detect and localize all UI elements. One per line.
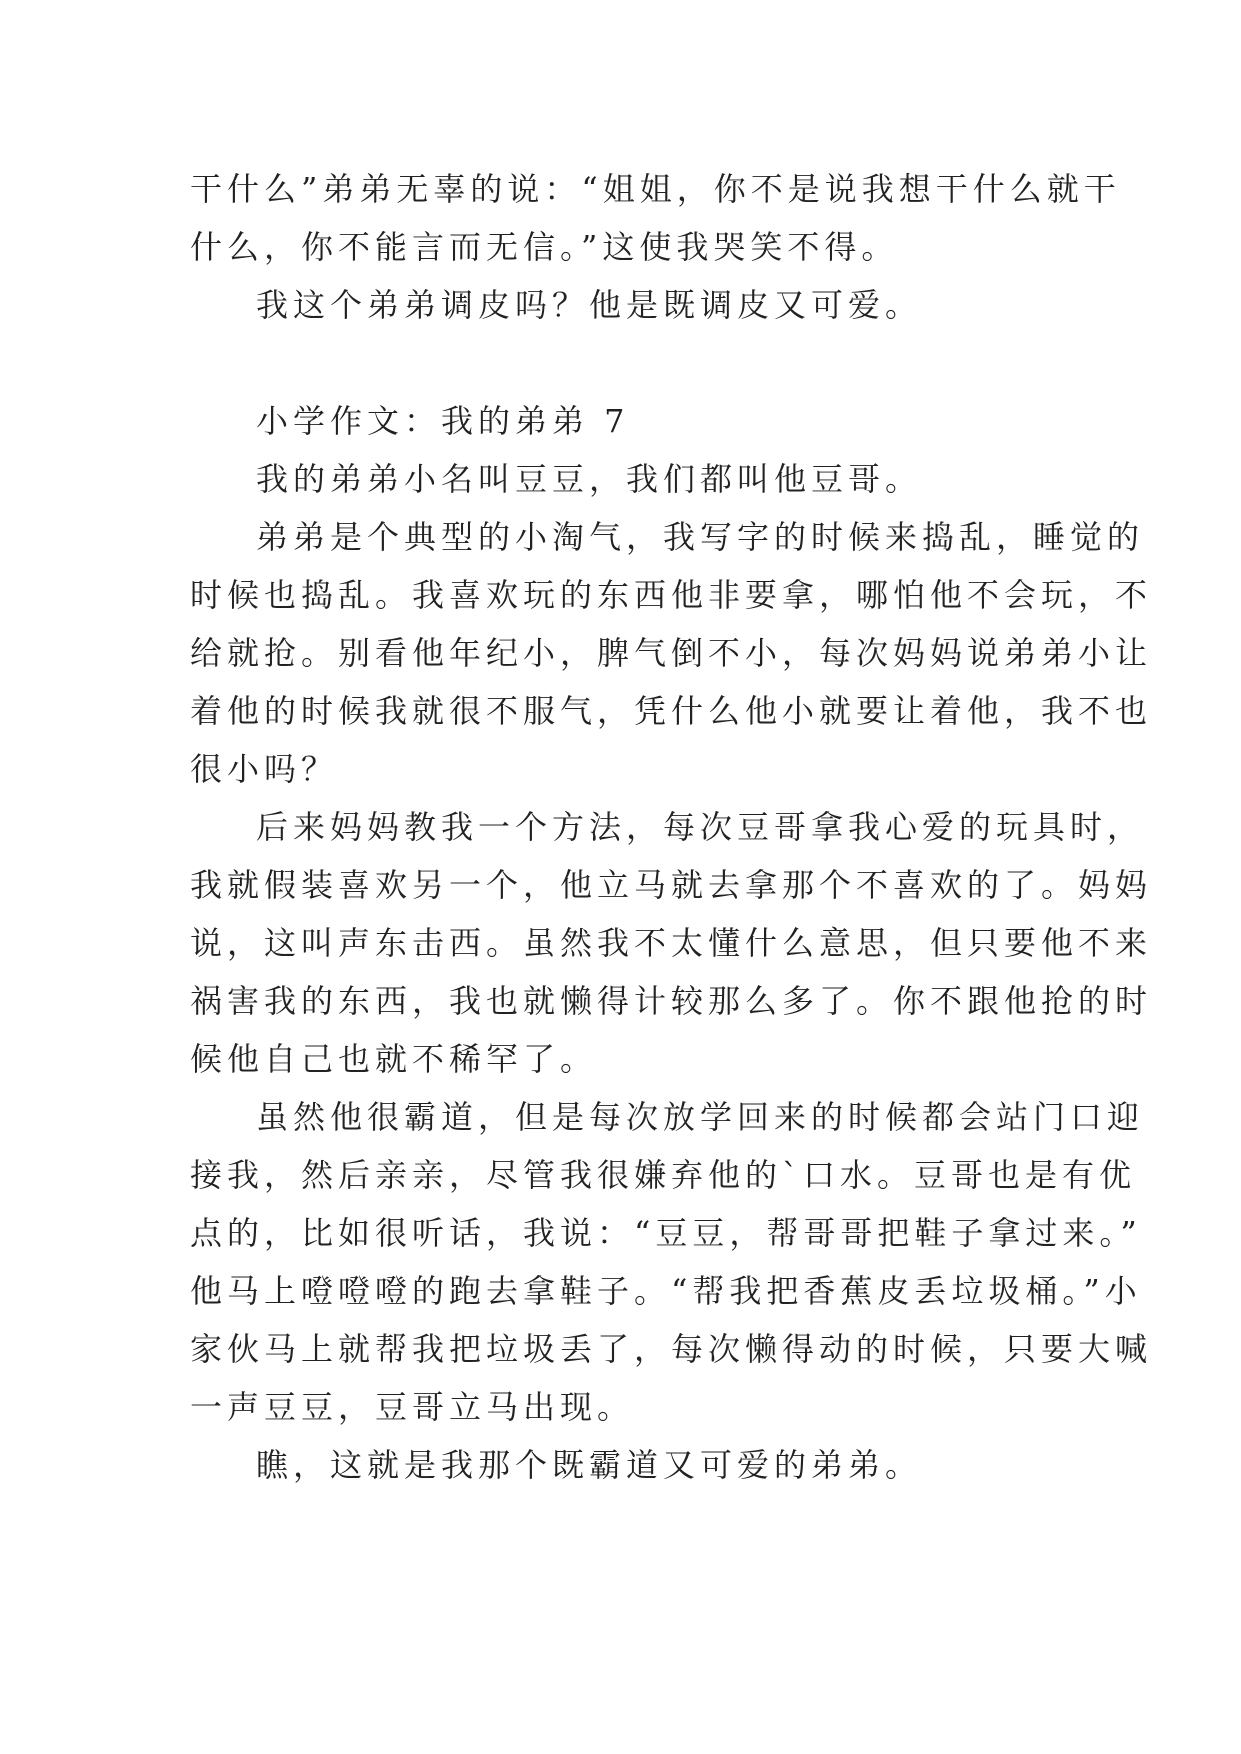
paragraph-4 <box>190 508 1153 798</box>
text-line: 候他自己也就不稀罕了。 <box>190 1040 598 1078</box>
text-line: 接我，然后亲亲，尽管我很嫌弃他的`口水。豆哥也是有优 <box>190 1156 1137 1194</box>
text-line: 着他的时候我就很不服气，凭什么他小就要让着他，我不也 <box>190 692 1153 730</box>
paragraph-1 <box>190 160 1121 276</box>
text-line: 我的弟弟小名叫豆豆，我们都叫他豆哥。 <box>256 460 923 498</box>
text-line: 说，这叫声东击西。虽然我不太懂什么意思，但只要他不来 <box>190 924 1153 962</box>
paragraph-7 <box>190 1436 1050 1494</box>
text-line: 弟弟是个典型的小淘气，我写字的时候来捣乱，睡觉的 <box>256 518 1145 556</box>
text-line: 我就假装喜欢另一个，他立马就去拿那个不喜欢的了。妈妈 <box>190 866 1153 904</box>
text-line: 后来妈妈教我一个方法，每次豆哥拿我心爱的玩具时， <box>256 808 1145 846</box>
text-line: 瞧，这就是我那个既霸道又可爱的弟弟。 <box>256 1446 923 1484</box>
text-line: 点的，比如很听话，我说：“豆豆，帮哥哥把鞋子拿过来。” <box>190 1214 1142 1252</box>
paragraph-2 <box>190 276 1050 334</box>
essay-title <box>190 392 1050 450</box>
text-line: 他马上噔噔噔的跑去拿鞋子。“帮我把香蕉皮丢垃圾桶。”小 <box>190 1272 1142 1310</box>
title-text: 小学作文：我的弟弟 7 <box>256 402 630 440</box>
text-line: 家伙马上就帮我把垃圾丢了，每次懒得动的时候，只要大喊 <box>190 1330 1153 1368</box>
text-line: 一声豆豆，豆哥立马出现。 <box>190 1388 635 1426</box>
text-line: 祸害我的东西，我也就懒得计较那么多了。你不跟他抢的时 <box>190 982 1153 1020</box>
text-line: 虽然他很霸道，但是每次放学回来的时候都会站门口迎 <box>256 1098 1145 1136</box>
paragraph-5 <box>190 798 1153 1088</box>
text-line: 什么，你不能言而无信。”这使我哭笑不得。 <box>190 228 899 266</box>
text-line: 干什么”弟弟无辜的说：“姐姐，你不是说我想干什么就干 <box>190 170 1121 208</box>
paragraph-3 <box>190 450 1050 508</box>
text-line: 我这个弟弟调皮吗？他是既调皮又可爱。 <box>256 286 923 324</box>
text-line: 给就抢。别看他年纪小，脾气倒不小，每次妈妈说弟弟小让 <box>190 634 1153 672</box>
paragraph-6 <box>190 1088 1153 1436</box>
text-line: 时候也捣乱。我喜欢玩的东西他非要拿，哪怕他不会玩，不 <box>190 576 1153 614</box>
text-line: 很小吗？ <box>190 750 339 788</box>
document-body <box>190 160 1153 1494</box>
